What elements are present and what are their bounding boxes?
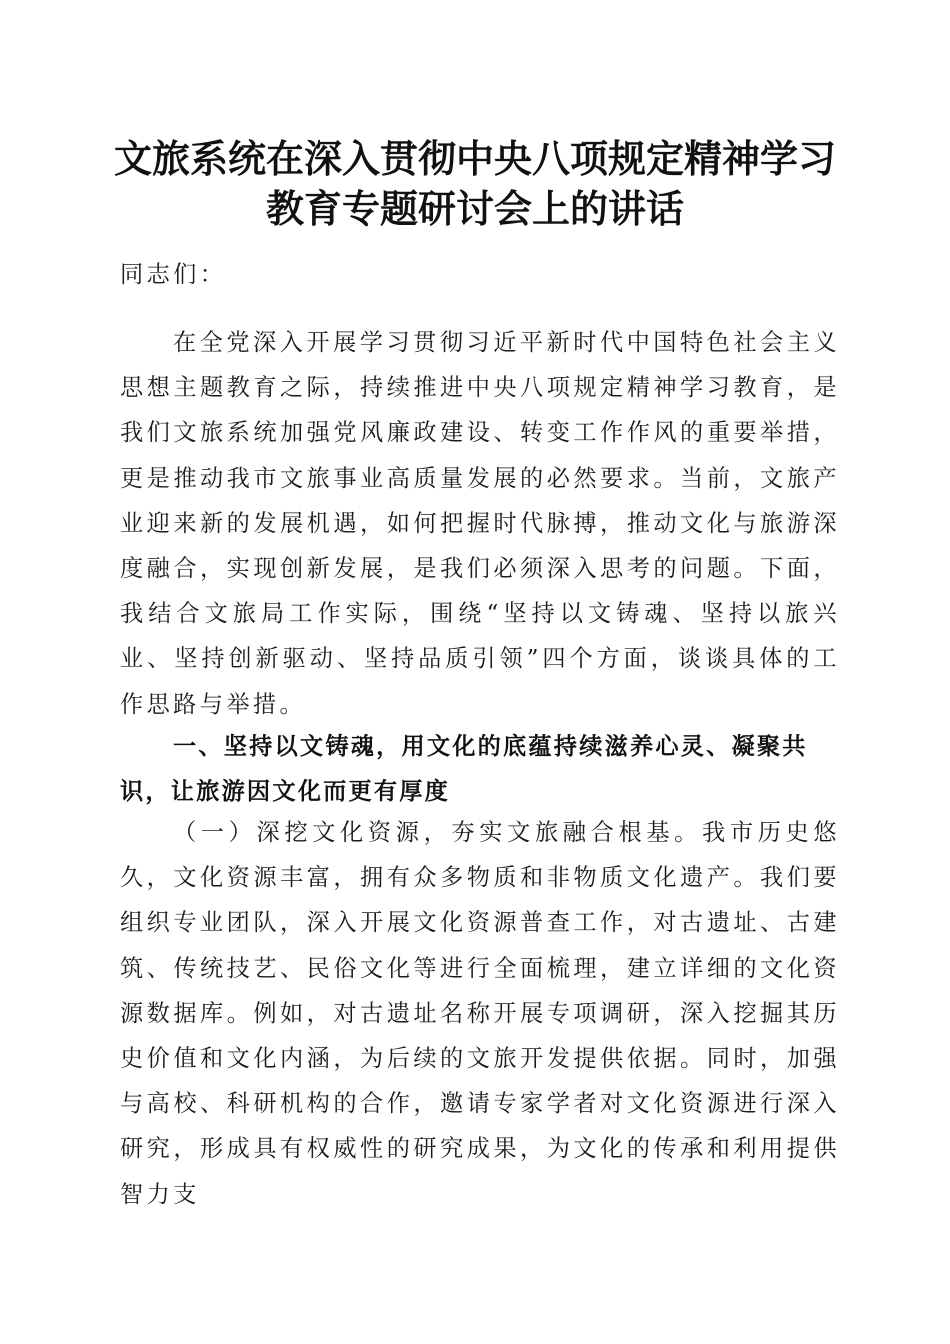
intro-paragraph: 在全党深入开展学习贯彻习近平新时代中国特色社会主义思想主题教育之际，持续推进中央八项规定精神学习教育，是我们文旅系统加强党风廉政建设、转变工作作风的重要举措，更是推动我市文旅事业高质量发展的必然要求。当前，文旅产业迎来新的发展机遇，如何把握时代脉搏，推动文化与旅游深度融合，实现创新发展，是我们必须深入思考的问题。下面，我结合文旅局工作实际，围绕“坚持以文铸魂、坚持以旅兴业、坚持创新驱动、坚持品质引领”四个方面，谈谈具体的工作思路与举措。: [120, 329, 840, 718]
section-heading-1: 一、坚持以文铸魂，用文化的底蕴持续滋养心灵、凝聚共识，让旅游因文化而更有厚度: [120, 733, 808, 806]
subsection-paragraph-1: （一）深挖文化资源，夯实文旅融合根基。我市历史悠久，文化资源丰富，拥有众多物质和非物质文化遗产。我们要组织专业团队，深入开展文化资源普查工作，对古遗址、古建筑、传统技艺、民俗文化等进行全面梳理，建立详细的文化资源数据库。例如，对古遗址名称开展专项调研，深入挖掘其历史价值和文化内涵，为后续的文旅开发提供依据。同时，加强与高校、科研机构的合作，邀请专家学者对文化资源进行深入研究，形成具有权威性的研究成果，为文化的传承和利用提供智力支: [120, 819, 840, 1208]
salutation: 同志们：: [120, 261, 227, 288]
document-title: 文旅系统在深入贯彻中央八项规定精神学习教育专题研讨会上的讲话: [113, 136, 836, 231]
